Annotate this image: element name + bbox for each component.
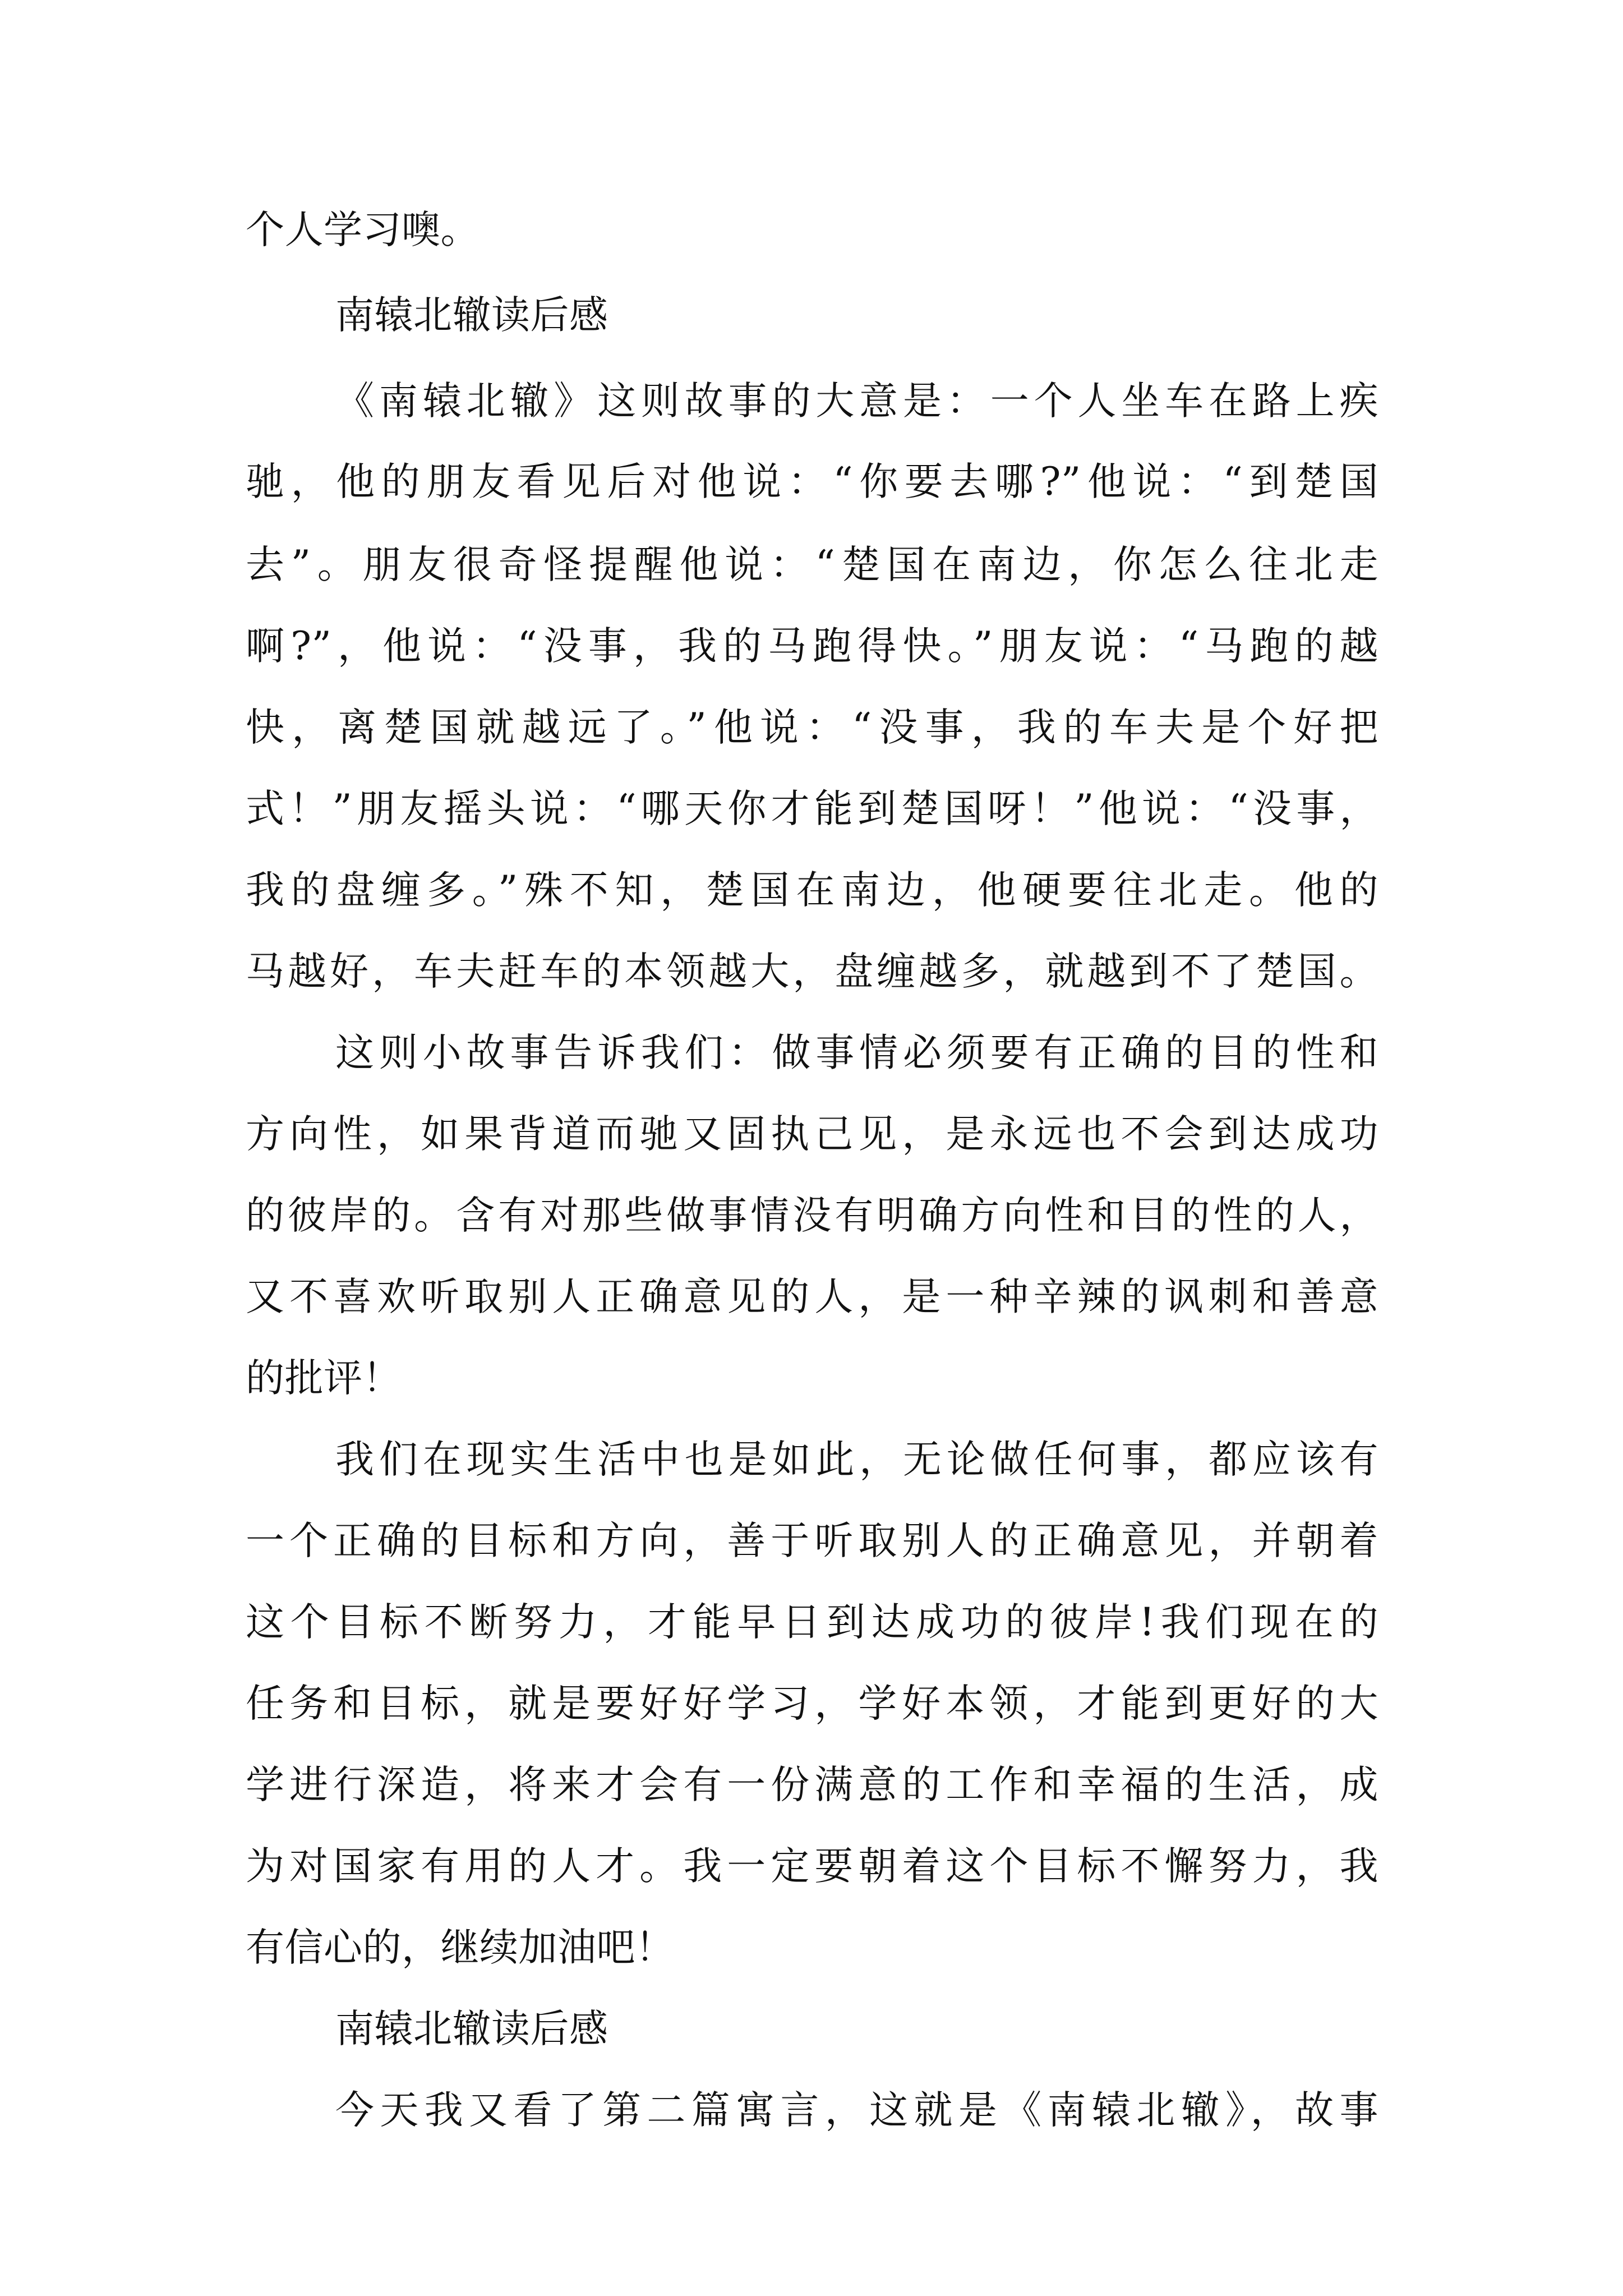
text-line: 去”。朋友很奇怪提醒他说：“楚国在南边，你怎么往北走 [246, 542, 1378, 587]
text-line: 为对国家有用的人才。我一定要朝着这个目标不懈努力，我 [246, 1844, 1378, 1889]
text-line: 有信心的，继续加油吧！ [246, 1925, 675, 1970]
text-line: 我们在现实生活中也是如此，无论做任何事，都应该有 [335, 1437, 1378, 1482]
text-line: 啊?”，他说：“没事，我的马跑得快。”朋友说：“马跑的越 [246, 624, 1378, 669]
text-line: 《南辕北辙》这则故事的大意是：一个人坐车在路上疾 [335, 379, 1378, 424]
text-line: 任务和目标，就是要好好学习，学好本领，才能到更好的大 [246, 1681, 1378, 1726]
text-line: 的彼岸的。含有对那些做事情没有明确方向性和目的性的人， [246, 1193, 1378, 1238]
text-line: 快，离楚国就越远了。”他说：“没事，我的车夫是个好把 [246, 705, 1378, 750]
text-line: 式！”朋友摇头说：“哪天你才能到楚国呀！”他说：“没事， [246, 786, 1378, 831]
text-line: 这则小故事告诉我们：做事情必须要有正确的目的性和 [335, 1030, 1378, 1075]
text-line: 这个目标不断努力，才能早日到达成功的彼岸!我们现在的 [246, 1600, 1378, 1645]
text-line: 学进行深造，将来才会有一份满意的工作和幸福的生活，成 [246, 1763, 1378, 1807]
text-line: 驰，他的朋友看见后对他说：“你要去哪?”他说：“到楚国 [246, 459, 1378, 504]
section-heading: 南辕北辙读后感 [335, 2007, 608, 2051]
text-line: 一个正确的目标和方向，善于听取别人的正确意见，并朝着 [246, 1519, 1378, 1563]
text-line: 又不喜欢听取别人正确意见的人，是一种辛辣的讽刺和善意 [246, 1274, 1378, 1319]
text-line: 马越好，车夫赶车的本领越大，盘缠越多，就越到不了楚国。 [246, 949, 1378, 994]
text-line: 今天我又看了第二篇寓言，这就是《南辕北辙》，故事 [335, 2088, 1378, 2133]
text-line: 个人学习噢。 [246, 208, 479, 252]
text-line: 我的盘缠多。”殊不知，楚国在南边，他硬要往北走。他的 [246, 868, 1378, 913]
text-line: 方向性，如果背道而驰又固执己见，是永远也不会到达成功 [246, 1112, 1378, 1157]
text-line: 的批评！ [246, 1356, 402, 1401]
section-heading: 南辕北辙读后感 [335, 293, 608, 338]
